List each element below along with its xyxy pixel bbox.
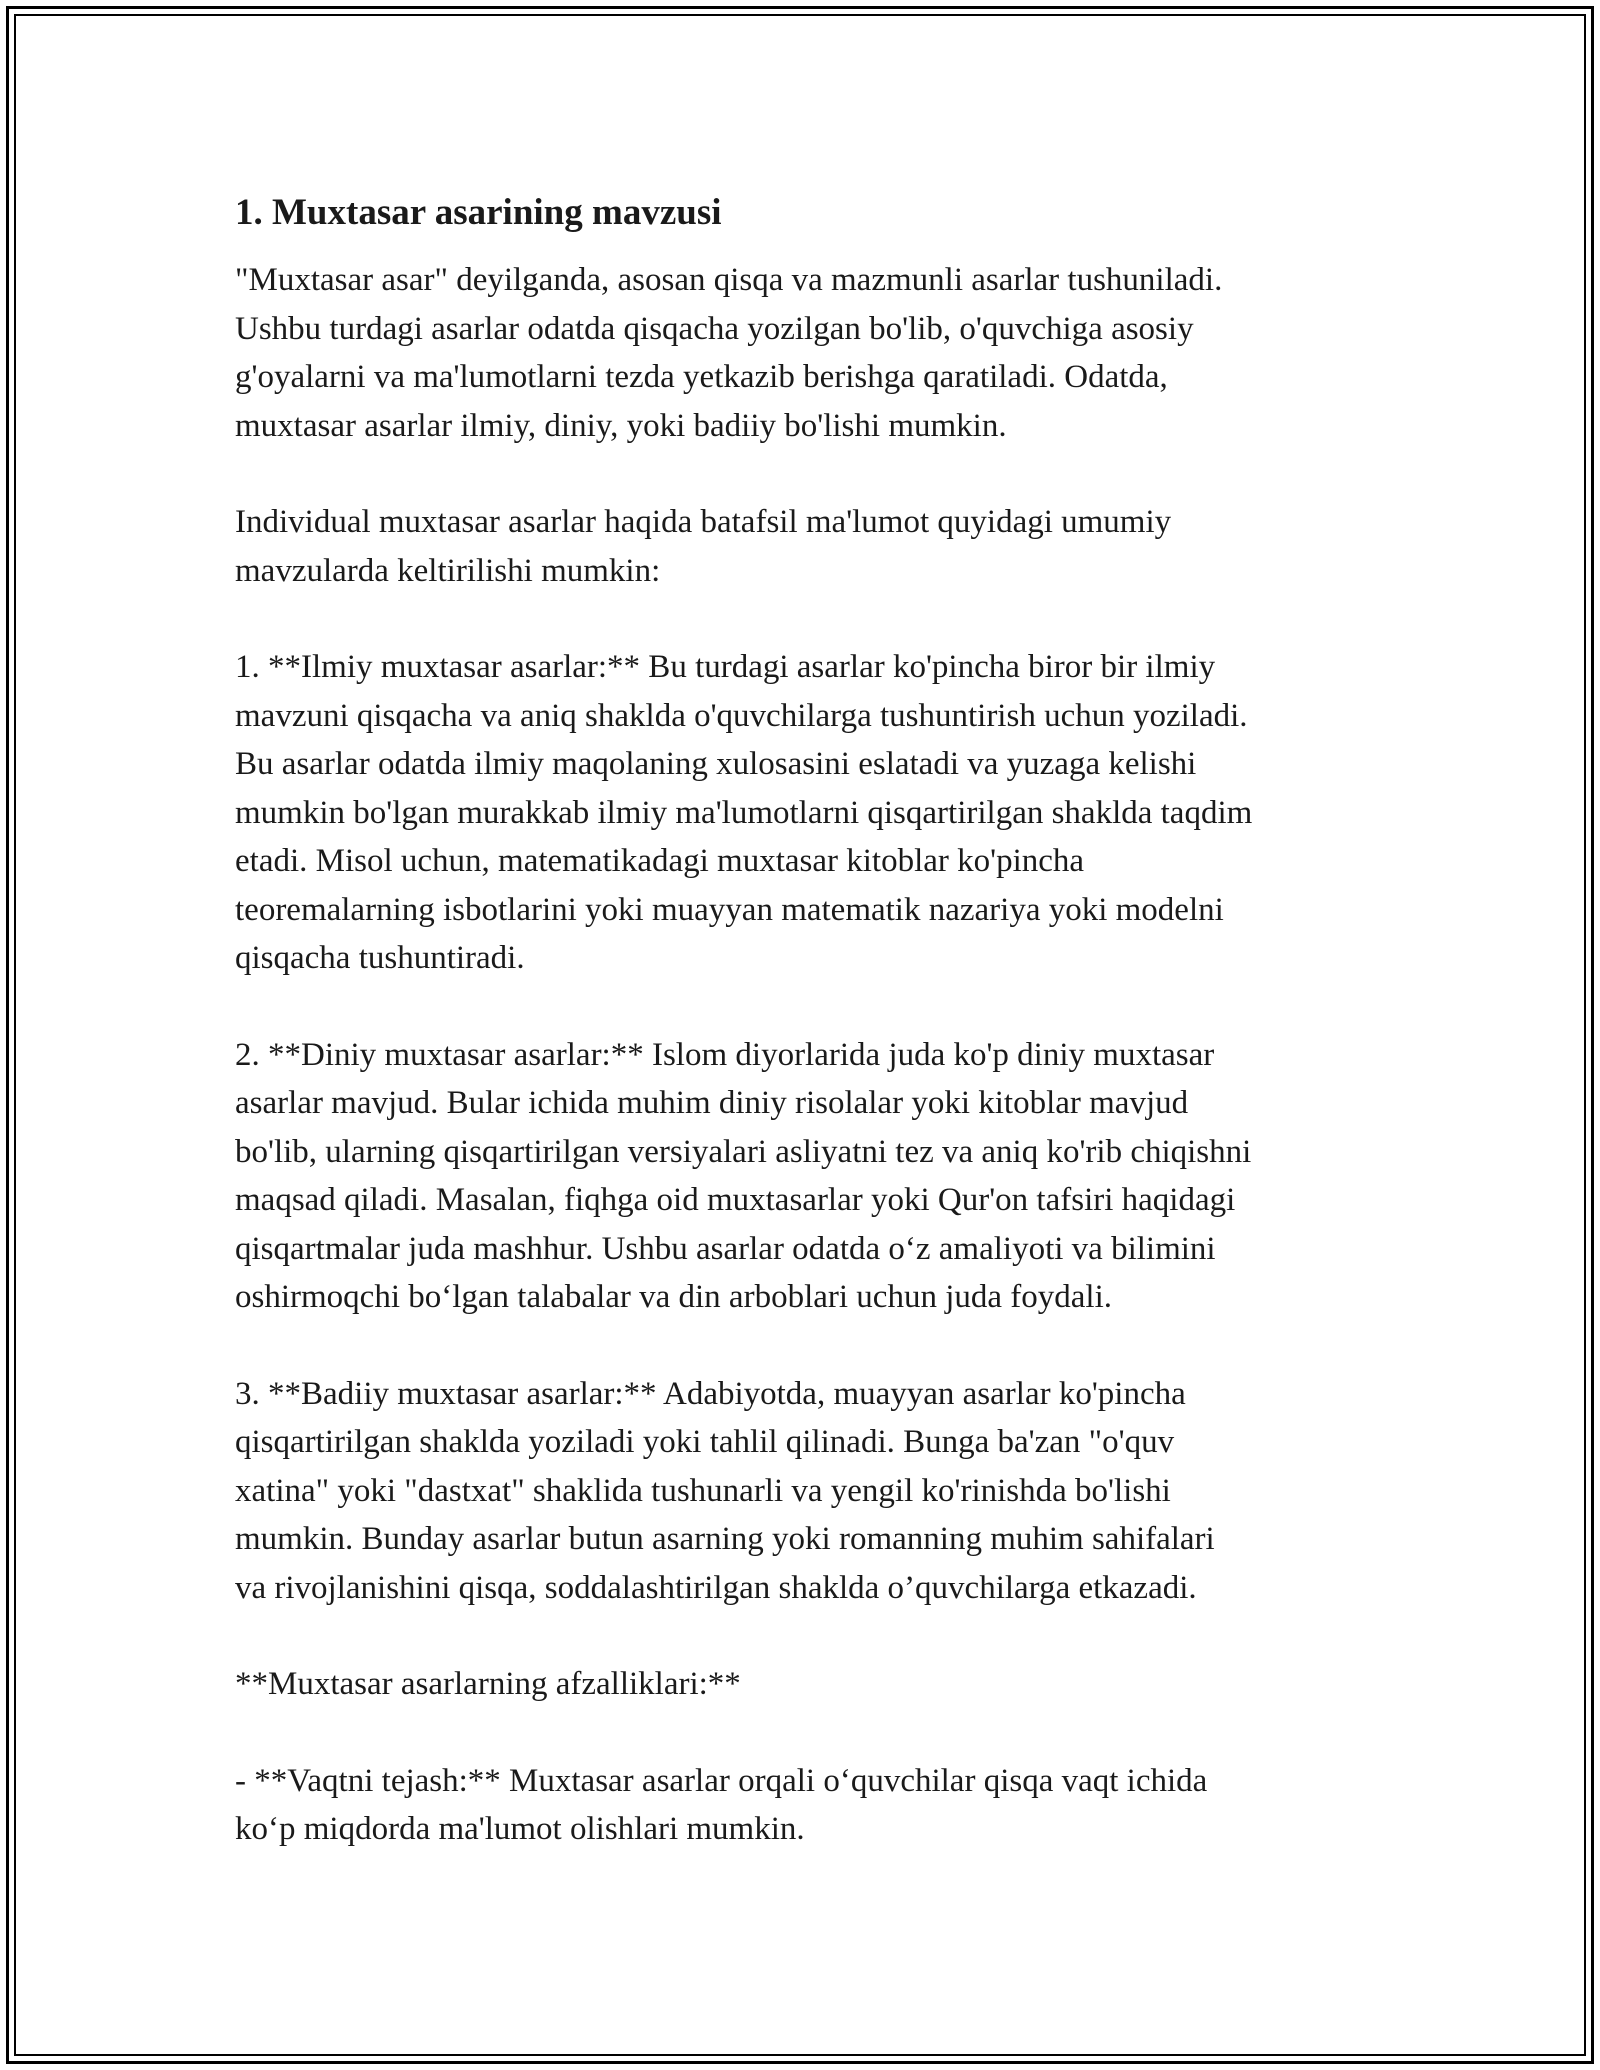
text-line: muxtasar asarlar ilmiy, diniy, yoki badiiy bo'lishi mumkin. <box>235 407 1007 444</box>
text-line: mumkin bo'lgan murakkab ilmiy ma'lumotlarni qisqartirilgan shaklda taqdim <box>235 794 1253 831</box>
paragraph-literary <box>235 1370 1385 1613</box>
paragraph-religious <box>235 1031 1385 1322</box>
text-line: mumkin. Bunday asarlar butun asarning yoki romanning muhim sahifalari <box>235 1521 1215 1557</box>
paragraph-advantages-title <box>235 1660 1385 1709</box>
text-line: mavzuni qisqacha va aniq shaklda o'quvchilarga tushuntirish uchun yoziladi. <box>235 697 1248 734</box>
text-line: maqsad qiladi. Masalan, fiqhga oid muxtasarlar yoki Qur'on tafsiri haqidagi <box>235 1182 1236 1218</box>
text-line: qisqartmalar juda mashhur. Ushbu asarlar odatda o‘z amaliyoti va bilimini <box>235 1230 1216 1267</box>
text-line: ko‘p miqdorda ma'lumot olishlari mumkin. <box>235 1811 805 1847</box>
text-line: "Muxtasar asar" deyilganda, asosan qisqa va mazmunli asarlar tushuniladi. <box>235 262 1223 298</box>
paragraph-definition <box>235 256 1385 450</box>
text-line: **Muxtasar asarlarning afzalliklari:** <box>235 1666 741 1702</box>
text-line: g'oyalarni va ma'lumotlarni tezda yetkazib berishga qaratiladi. Odatda, <box>235 359 1168 395</box>
text-line: qisqartirilgan shaklda yoziladi yoki tahlil qilinadi. Bunga ba'zan "o'quv <box>235 1424 1175 1460</box>
text-line: qisqacha tushuntiradi. <box>235 940 525 976</box>
text-line: - **Vaqtni tejash:** Muxtasar asarlar orqali o‘quvchilar qisqa vaqt ichida <box>235 1762 1208 1799</box>
section-heading: 1. Muxtasar asarining mavzusi <box>235 192 722 233</box>
paragraph-time-saving <box>235 1757 1385 1854</box>
text-line: bo'lib, ularning qisqartirilgan versiyalari asliyatni tez va aniq ko'rib chiqishni <box>235 1133 1252 1170</box>
text-line: oshirmoqchi bo‘lgan talabalar va din arboblari uchun juda foydali. <box>235 1279 1112 1315</box>
text-line: va rivojlanishini qisqa, soddalashtirilgan shaklda o’quvchilarga etkazadi. <box>235 1569 1197 1606</box>
document-body <box>235 188 1385 1902</box>
text-line: etadi. Misol uchun, matematikadagi muxtasar kitoblar ko'pincha <box>235 843 1085 879</box>
text-line: 1. **Ilmiy muxtasar asarlar:** Bu turdagi asarlar ko'pincha biror bir ilmiy <box>235 649 1216 685</box>
text-line: 3. **Badiiy muxtasar asarlar:** Adabiyotda, muayyan asarlar ko'pincha <box>235 1375 1186 1412</box>
paragraph-intro <box>235 498 1385 595</box>
text-line: asarlar mavjud. Bular ichida muhim diniy risolalar yoki kitoblar mavjud <box>235 1085 1189 1121</box>
paragraph-scientific <box>235 643 1385 983</box>
text-line: xatina" yoki "dastxat" shaklida tushunarli va yengil ko'rinishda bo'lishi <box>235 1472 1171 1509</box>
text-line: Bu asarlar odatda ilmiy maqolaning xulosasini eslatadi va yuzaga kelishi <box>235 746 1197 782</box>
text-line: Individual muxtasar asarlar haqida batafsil ma'lumot quyidagi umumiy <box>235 504 1172 540</box>
text-line: teoremalarning isbotlarini yoki muayyan matematik nazariya yoki modelni <box>235 891 1224 928</box>
text-line: Ushbu turdagi asarlar odatda qisqacha yozilgan bo'lib, o'quvchiga asosiy <box>235 310 1194 347</box>
text-line: 2. **Diniy muxtasar asarlar:** Islom diyorlarida juda ko'p diniy muxtasar <box>235 1036 1215 1073</box>
text-line: mavzularda keltirilishi mumkin: <box>235 552 661 589</box>
